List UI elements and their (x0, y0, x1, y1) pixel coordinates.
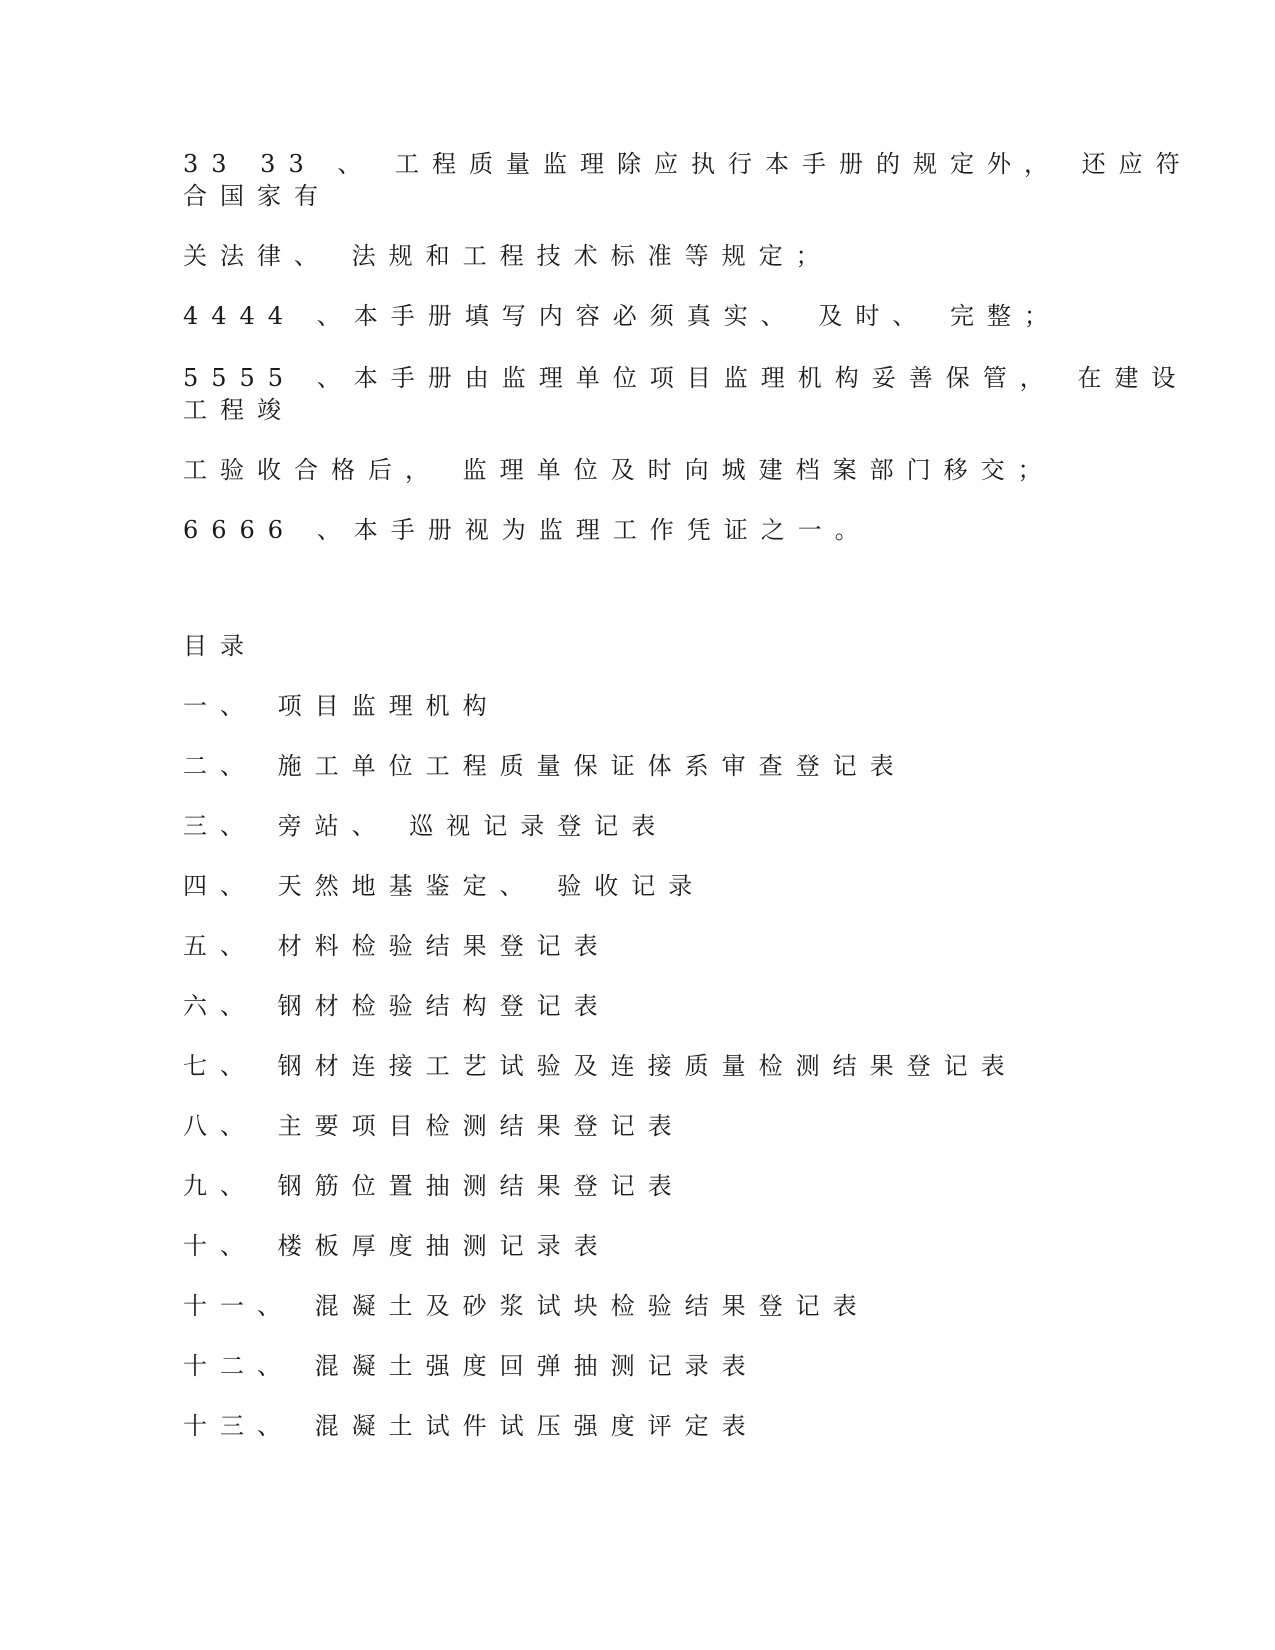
toc-item: 一、 项目监理机构 (183, 692, 500, 720)
toc-item: 三、 旁站、 巡视记录登记表 (183, 812, 669, 840)
note-line: 关法律、 法规和工程技术标准等规定； (183, 242, 833, 270)
toc-item: 二、 施工单位工程质量保证体系审查登记表 (183, 752, 907, 780)
toc-item: 九、 钢筋位置抽测结果登记表 (183, 1172, 685, 1200)
note-line: 5555 、本手册由监理单位项目监理机构妥善保管， 在建设 (183, 364, 1189, 392)
toc-item: 十一、 混凝土及砂浆试块检验结果登记表 (183, 1292, 870, 1320)
toc-item: 十二、 混凝土强度回弹抽测记录表 (183, 1352, 759, 1380)
toc-item: 四、 天然地基鉴定、 验收记录 (183, 872, 706, 900)
toc-item: 七、 钢材连接工艺试验及连接质量检测结果登记表 (183, 1052, 1018, 1080)
note-line: 工程竣 (183, 396, 294, 424)
toc-title: 目录 (183, 632, 257, 660)
note-line: 工验收合格后， 监理单位及时向城建档案部门移交； (183, 456, 1055, 484)
toc-item: 六、 钢材检验结构登记表 (183, 992, 611, 1020)
note-line: 4444 、本手册填写内容必须真实、 及时、 完整； (183, 302, 1061, 330)
note-line: 33 33 、 工程质量监理除应执行本手册的规定外， 还应符 (183, 150, 1193, 178)
toc-item: 十、 楼板厚度抽测记录表 (183, 1232, 611, 1260)
toc-item: 五、 材料检验结果登记表 (183, 932, 611, 960)
toc-item: 八、 主要项目检测结果登记表 (183, 1112, 685, 1140)
toc-item: 十三、 混凝土试件试压强度评定表 (183, 1412, 759, 1440)
note-line: 合国家有 (183, 182, 331, 210)
note-line: 6666 、本手册视为监理工作凭证之一。 (183, 516, 872, 544)
